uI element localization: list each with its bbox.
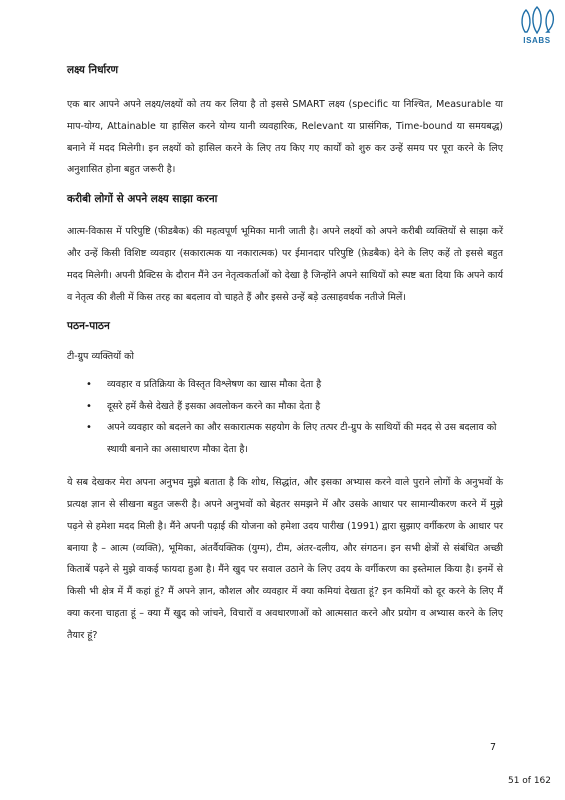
bullet-icon: • [86, 400, 92, 412]
section-heading-share-goals: करीबी लोगों से अपने लक्ष्य साझा करना [67, 193, 218, 206]
bullet-list [67, 374, 503, 460]
section-heading-reading: पठन-पाठन [67, 320, 110, 333]
paragraph-reading-experience: ये सब देखकर मेरा अपना अनुभव मुझे बताता है कि शोध, सिद्धांत, और इसका अभ्यास करने वाले पुराने लोगों के अनुभवों के प्रत्यक्ष ज्ञान से सीखना बहुत जरूरी है। अपने अनुभवों को बेहतर समझने में और उसके आधार पर सामान्यीकरण करने में मुझे पढ़ने से हमेशा मदद मिली है। मैंने अपनी पढ़ाई की योजना को हमेशा उदय पारीख (1991) द्वारा सुझाए वर्गीकरण के आधार पर बनाया है – आत्म (व्यक्ति), भूमिका, अंतर्वैयक्तिक (युग्म), टीम, अंतर-दलीय, और संगठन। इन सभी क्षेत्रों से संबंधित अच्छी किताबें पढ़ने से मुझे वाकई फायदा हुआ है। मैंने खुद पर सवाल उठाने के लिए उदय के वर्गीकरण का इस्तेमाल किया है। इनमें से किसी भी क्षेत्र में मैं कहां हूं? मैं अपने ज्ञान, कौशल और व्यवहार में क्या कमियां देखता हूं? इन कमियों को दूर करने के लिए मैं क्या करना चाहता हूं – क्या मैं खुद को जांचने, विचारों व अवधारणाओं को आत्मसात करने और प्रयोग व अभ्यास करने के लिए तैयार हूं? [67, 477, 503, 641]
list-item: • अपने व्यवहार को बदलने का और सकारात्मक सहयोग के लिए तत्पर टी-ग्रुप के साथियों की मदद से उस बदलाव को स्थायी बनाने का असाधारण मौका देता है। [67, 417, 503, 460]
page-total: 51 of 162 [507, 776, 551, 786]
section-heading-goal-setting: लक्ष्य निर्धारण [67, 64, 119, 76]
page-number: 7 [490, 742, 497, 753]
list-item: • दूसरे हमें कैसे देखते हैं इसका अवलोकन करने का मौका देता है [67, 396, 503, 418]
logo-text: ISABS [523, 36, 551, 45]
page-content [67, 62, 503, 647]
list-item: • व्यवहार व प्रतिक्रिया के विस्तृत विश्लेषण का खास मौका देता है [67, 374, 503, 396]
bullet-icon: • [86, 379, 92, 391]
lotus-icon [517, 6, 557, 36]
paragraph-smart-goals: एक बार आपने अपने लक्ष्य/लक्ष्यों को तय कर लिया है तो इससे SMART लक्ष्य (specific या निश्चित, Measurable या माप-योग्य, Attainable या हासिल करने योग्य यानी व्यवहारिक, Relevant या प्रासंगिक, Time-bound या समयबद्ध) बनाने में मदद मिलेगी। इन लक्ष्यों को हासिल करने के लिए तय किए गए कार्यों को शुरु कर उन्हें समय पर पूरा करने के लिए अनुशासित होना बहुत जरूरी है। [67, 99, 503, 176]
paragraph-feedback: आत्म-विकास में परिपुष्टि (फीडबैक) की महत्वपूर्ण भूमिका मानी जाती है। अपने लक्ष्यों को अपने करीबी व्यक्तियों से साझा करें और उन्हें किसी विशिष्ट व्यवहार (सकारात्मक या नकारात्मक) पर ईमानदार परिपुष्टि (फ़ेडबैक) देने के लिए कहें तो इससे बहुत मदद मिलेगी। अपनी प्रैक्टिस के दौरान मैंने उन नेतृत्वकर्ताओं को देखा है जिन्होंने अपने साथियों को स्पष्ट बता दिया कि अपने कार्य व नेतृत्व की शैली में किस तरह का बदलाव वो चाहते हैं और इससे उन्हें बड़े उत्साहवर्धक नतीजे मिलें। [67, 226, 503, 303]
paragraph-tgroup-intro: टी-ग्रुप व्यक्तियों को [67, 351, 134, 363]
bullet-icon: • [86, 422, 92, 434]
isabs-logo [517, 6, 557, 50]
